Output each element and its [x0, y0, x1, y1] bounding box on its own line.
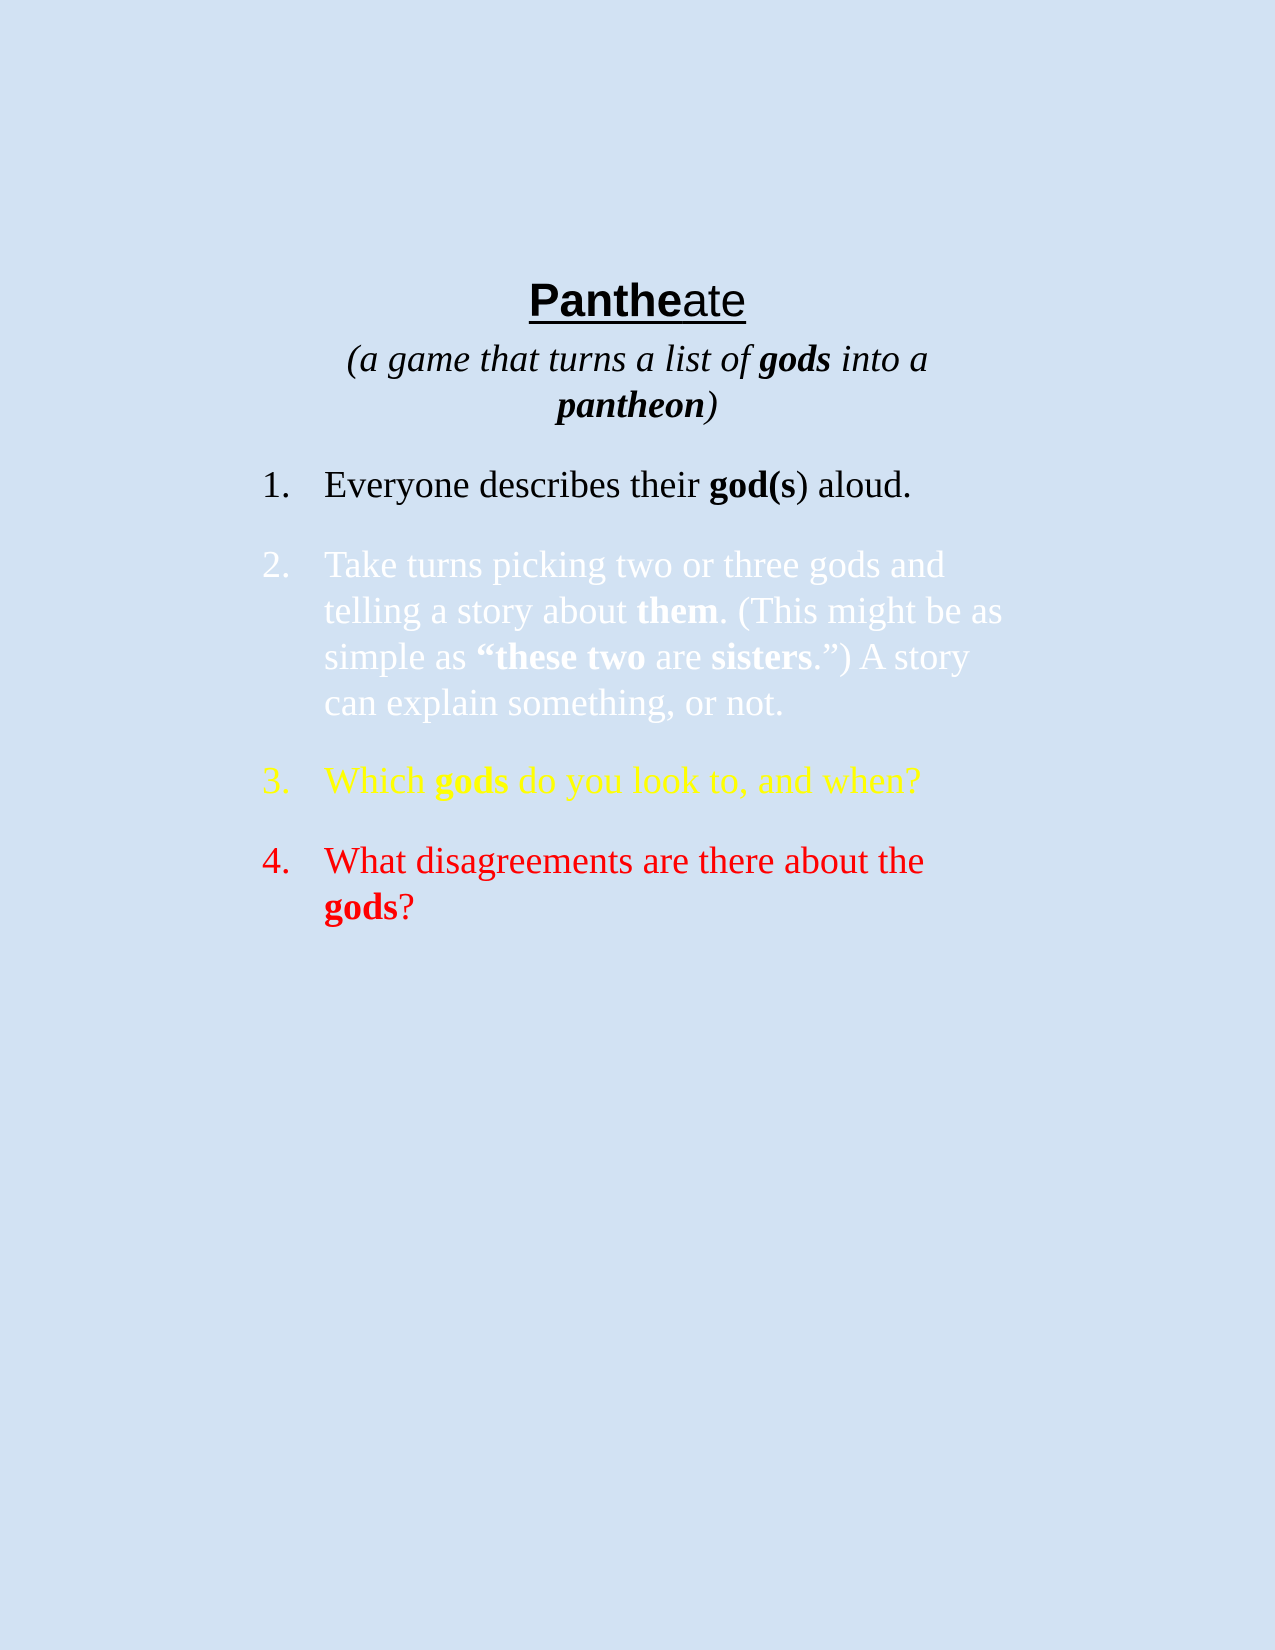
list-item-number: 1. [262, 464, 291, 506]
item-2-bold-1: them [636, 590, 719, 632]
item-2-text-1: Take turns picking two or three gods and telling a story about [324, 544, 946, 632]
subtitle-bold-gods: gods [759, 338, 832, 380]
item-2-text-2: . (This might be as simple as [324, 590, 1003, 678]
item-4-bold-1: gods [324, 886, 398, 928]
item-3-text-1: Which [324, 760, 435, 802]
document-subtitle [300, 336, 975, 428]
item-2-bold-3: sisters [711, 636, 813, 678]
item-2-text-4: .”) A story can explain something, or not. [324, 636, 970, 724]
subtitle-text-3: ) [705, 384, 718, 426]
item-3-bold-1: gods [434, 760, 509, 802]
list-item-number: 2. [262, 544, 291, 586]
item-1-bold-1: god(s [709, 464, 796, 506]
item-4-text-1: What disagreements are there about the [324, 840, 925, 882]
subtitle-bold-pantheon: pantheon [557, 384, 706, 426]
subtitle-text-2: into a [831, 338, 929, 380]
list-item-number: 4. [262, 840, 291, 882]
item-1-text-2: ) aloud. [795, 464, 912, 506]
list-item-text [324, 542, 1014, 726]
item-4-text-2: ? [397, 886, 415, 928]
title-normal-part: ate [682, 274, 747, 326]
item-2-bold-2: “these two [475, 636, 646, 678]
item-3-text-2: do you look to, and when? [508, 760, 922, 802]
title-bold-part: Panthe [528, 274, 683, 326]
list-item-text [324, 758, 1014, 804]
list-item-text [324, 462, 1014, 508]
item-1-text-1: Everyone describes their [324, 464, 710, 506]
list-item-text [324, 838, 1014, 930]
item-2-text-3: are [645, 636, 712, 678]
list-item-number: 3. [262, 760, 291, 802]
document-title [0, 272, 1275, 328]
subtitle-text-1: (a game that turns a list of [346, 338, 760, 380]
